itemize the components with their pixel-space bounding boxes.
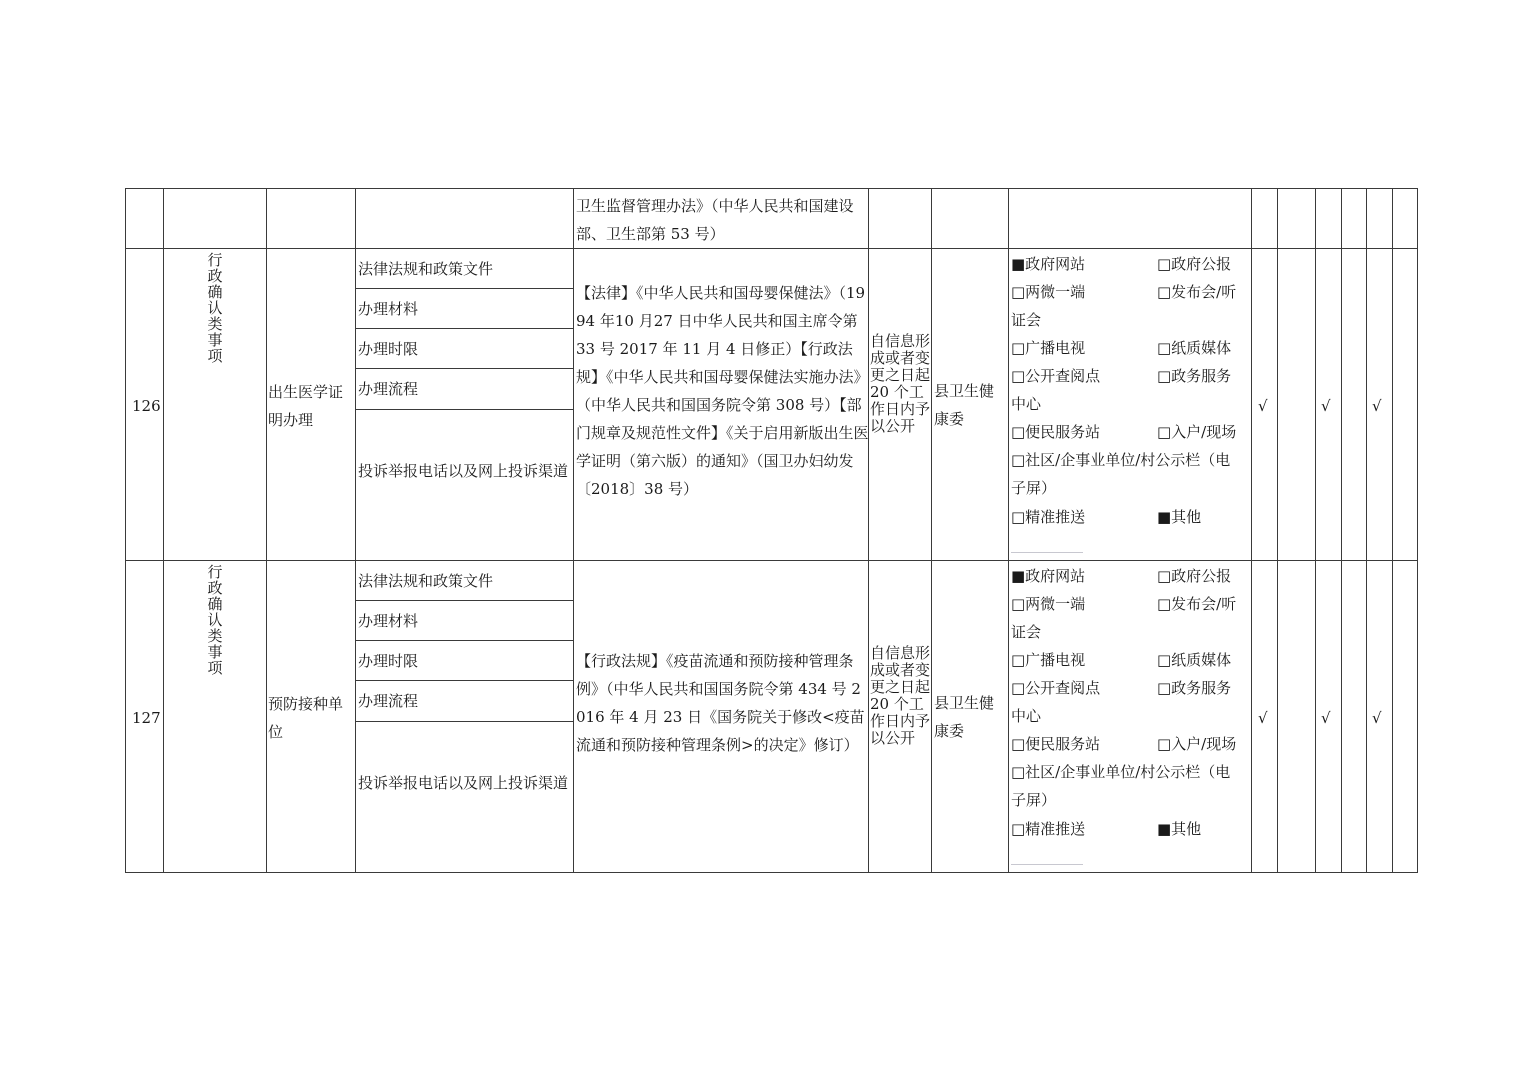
channel-weibo-wechat: □两微一端 bbox=[1011, 283, 1086, 301]
item-name: 出生医学证明办理 bbox=[268, 383, 344, 429]
check-mark: √ bbox=[1372, 397, 1382, 415]
disclosure-period: 自信息形成或者变更之日起 20 个工作日内予以公开 bbox=[870, 332, 931, 435]
col-border bbox=[163, 188, 164, 873]
element-divider bbox=[355, 680, 573, 681]
channel-gov-site: ■政府网站 bbox=[1011, 255, 1086, 273]
check-mark: √ bbox=[1321, 709, 1331, 727]
disclosure-table bbox=[125, 188, 1418, 873]
disclosure-period: 自信息形成或者变更之日起 20 个工作日内予以公开 bbox=[870, 644, 931, 747]
channel-board-cont: 子屏） bbox=[1011, 791, 1057, 809]
channel-gazette: □政府公报 bbox=[1157, 567, 1232, 585]
continuation-law-text: 卫生监督管理办法》（中华人民共和国建设部、卫生部第 53 号） bbox=[576, 197, 854, 243]
channel-service-cont: 中心 bbox=[1011, 707, 1042, 725]
check-mark: √ bbox=[1258, 709, 1268, 727]
category-vertical bbox=[207, 252, 223, 364]
channel-other: ■其他 bbox=[1157, 508, 1202, 526]
legal-basis: 【行政法规】《疫苗流通和预防接种管理条例》（中华人民共和国国务院令第 434 号 2016 年 4 月 23 日《国务院关于修改<疫苗流通和预防接种管理条例>的决定》修订） bbox=[576, 652, 865, 754]
channel-station: □便民服务站 bbox=[1011, 735, 1101, 753]
col-border bbox=[266, 188, 267, 873]
channel-press-cont: 证会 bbox=[1011, 623, 1042, 641]
element-label: 办理时限 bbox=[358, 652, 419, 670]
channel-board: □社区/企事业单位/村公示栏（电 bbox=[1011, 763, 1231, 781]
category-char: 项 bbox=[207, 659, 223, 677]
element-divider bbox=[355, 600, 573, 601]
category-char: 行 bbox=[207, 251, 223, 269]
element-label: 办理流程 bbox=[358, 380, 419, 398]
channel-reading: □公开查阅点 bbox=[1011, 367, 1101, 385]
element-divider bbox=[355, 640, 573, 641]
channel-service: □政务服务 bbox=[1157, 367, 1232, 385]
category-char: 确 bbox=[207, 595, 223, 613]
element-label: 投诉举报电话以及网上投诉渠道 bbox=[358, 774, 569, 792]
col-border bbox=[1251, 188, 1252, 873]
col-border bbox=[1417, 188, 1418, 873]
border-top bbox=[125, 188, 1418, 189]
category-vertical bbox=[207, 564, 223, 676]
channel-station: □便民服务站 bbox=[1011, 423, 1101, 441]
channel-other: ■其他 bbox=[1157, 820, 1202, 838]
col-border bbox=[1341, 188, 1342, 873]
channel-gazette: □政府公报 bbox=[1157, 255, 1232, 273]
element-label: 办理材料 bbox=[358, 300, 419, 318]
border-row2 bbox=[125, 560, 1418, 561]
category-char: 政 bbox=[207, 267, 223, 285]
border-row1 bbox=[125, 248, 1418, 249]
element-divider bbox=[355, 721, 573, 722]
element-divider bbox=[355, 409, 573, 410]
legal-basis: 【法律】《中华人民共和国母婴保健法》（1994 年10 月27 日中华人民共和国主席令第 33 号 2017 年 11 月 4 日修正）【行政法规】《中华人民共和国母婴保健法实施办法》（中华人民共和国国务院令第 308 号）【部门规章及规范性文件】《关于启用新版出生医学证明（第六版）的通知》（国卫办妇幼发〔2018〕38 号） bbox=[576, 284, 869, 498]
category-char: 事 bbox=[207, 643, 223, 661]
check-mark: √ bbox=[1321, 397, 1331, 415]
element-label: 法律法规和政策文件 bbox=[358, 260, 494, 278]
col-border bbox=[1366, 188, 1367, 873]
category-char: 认 bbox=[207, 611, 223, 629]
border-bottom bbox=[125, 872, 1418, 873]
row-number: 127 bbox=[132, 709, 161, 727]
col-border bbox=[1315, 188, 1316, 873]
channel-divider bbox=[1011, 864, 1083, 865]
category-char: 认 bbox=[207, 299, 223, 317]
channel-tv: □广播电视 bbox=[1011, 651, 1086, 669]
category-char: 项 bbox=[207, 347, 223, 365]
channel-board: □社区/企事业单位/村公示栏（电 bbox=[1011, 451, 1231, 469]
channel-push: □精准推送 bbox=[1011, 508, 1086, 526]
col-border bbox=[355, 188, 356, 873]
item-name: 预防接种单位 bbox=[268, 695, 344, 741]
check-mark: √ bbox=[1258, 397, 1268, 415]
category-char: 类 bbox=[207, 627, 223, 645]
element-label: 办理材料 bbox=[358, 612, 419, 630]
channel-press-cont: 证会 bbox=[1011, 311, 1042, 329]
channel-weibo-wechat: □两微一端 bbox=[1011, 595, 1086, 613]
col-border bbox=[1392, 188, 1393, 873]
category-char: 政 bbox=[207, 579, 223, 597]
element-divider bbox=[355, 328, 573, 329]
channel-service-cont: 中心 bbox=[1011, 395, 1042, 413]
category-char: 事 bbox=[207, 331, 223, 349]
col-border bbox=[125, 188, 126, 873]
channel-gov-site: ■政府网站 bbox=[1011, 567, 1086, 585]
channel-service: □政务服务 bbox=[1157, 679, 1232, 697]
channel-press: □发布会/听 bbox=[1157, 595, 1237, 613]
channel-divider bbox=[1011, 552, 1083, 553]
channel-press: □发布会/听 bbox=[1157, 283, 1237, 301]
channel-print: □纸质媒体 bbox=[1157, 651, 1232, 669]
channel-visit: □入户/现场 bbox=[1157, 735, 1237, 753]
category-char: 确 bbox=[207, 283, 223, 301]
channel-tv: □广播电视 bbox=[1011, 339, 1086, 357]
col-border bbox=[573, 188, 574, 873]
category-char: 类 bbox=[207, 315, 223, 333]
element-label: 投诉举报电话以及网上投诉渠道 bbox=[358, 462, 569, 480]
channel-reading: □公开查阅点 bbox=[1011, 679, 1101, 697]
element-label: 法律法规和政策文件 bbox=[358, 572, 494, 590]
channel-push: □精准推送 bbox=[1011, 820, 1086, 838]
check-mark: √ bbox=[1372, 709, 1382, 727]
col-border bbox=[1277, 188, 1278, 873]
element-divider bbox=[355, 368, 573, 369]
channel-board-cont: 子屏） bbox=[1011, 479, 1057, 497]
category-char: 行 bbox=[207, 563, 223, 581]
channel-visit: □入户/现场 bbox=[1157, 423, 1237, 441]
element-label: 办理流程 bbox=[358, 692, 419, 710]
disclosure-subject: 县卫生健康委 bbox=[934, 382, 995, 428]
col-border bbox=[1008, 188, 1009, 873]
col-border bbox=[931, 188, 932, 873]
row-number: 126 bbox=[132, 397, 161, 415]
channel-print: □纸质媒体 bbox=[1157, 339, 1232, 357]
disclosure-subject: 县卫生健康委 bbox=[934, 694, 995, 740]
element-divider bbox=[355, 288, 573, 289]
element-label: 办理时限 bbox=[358, 340, 419, 358]
